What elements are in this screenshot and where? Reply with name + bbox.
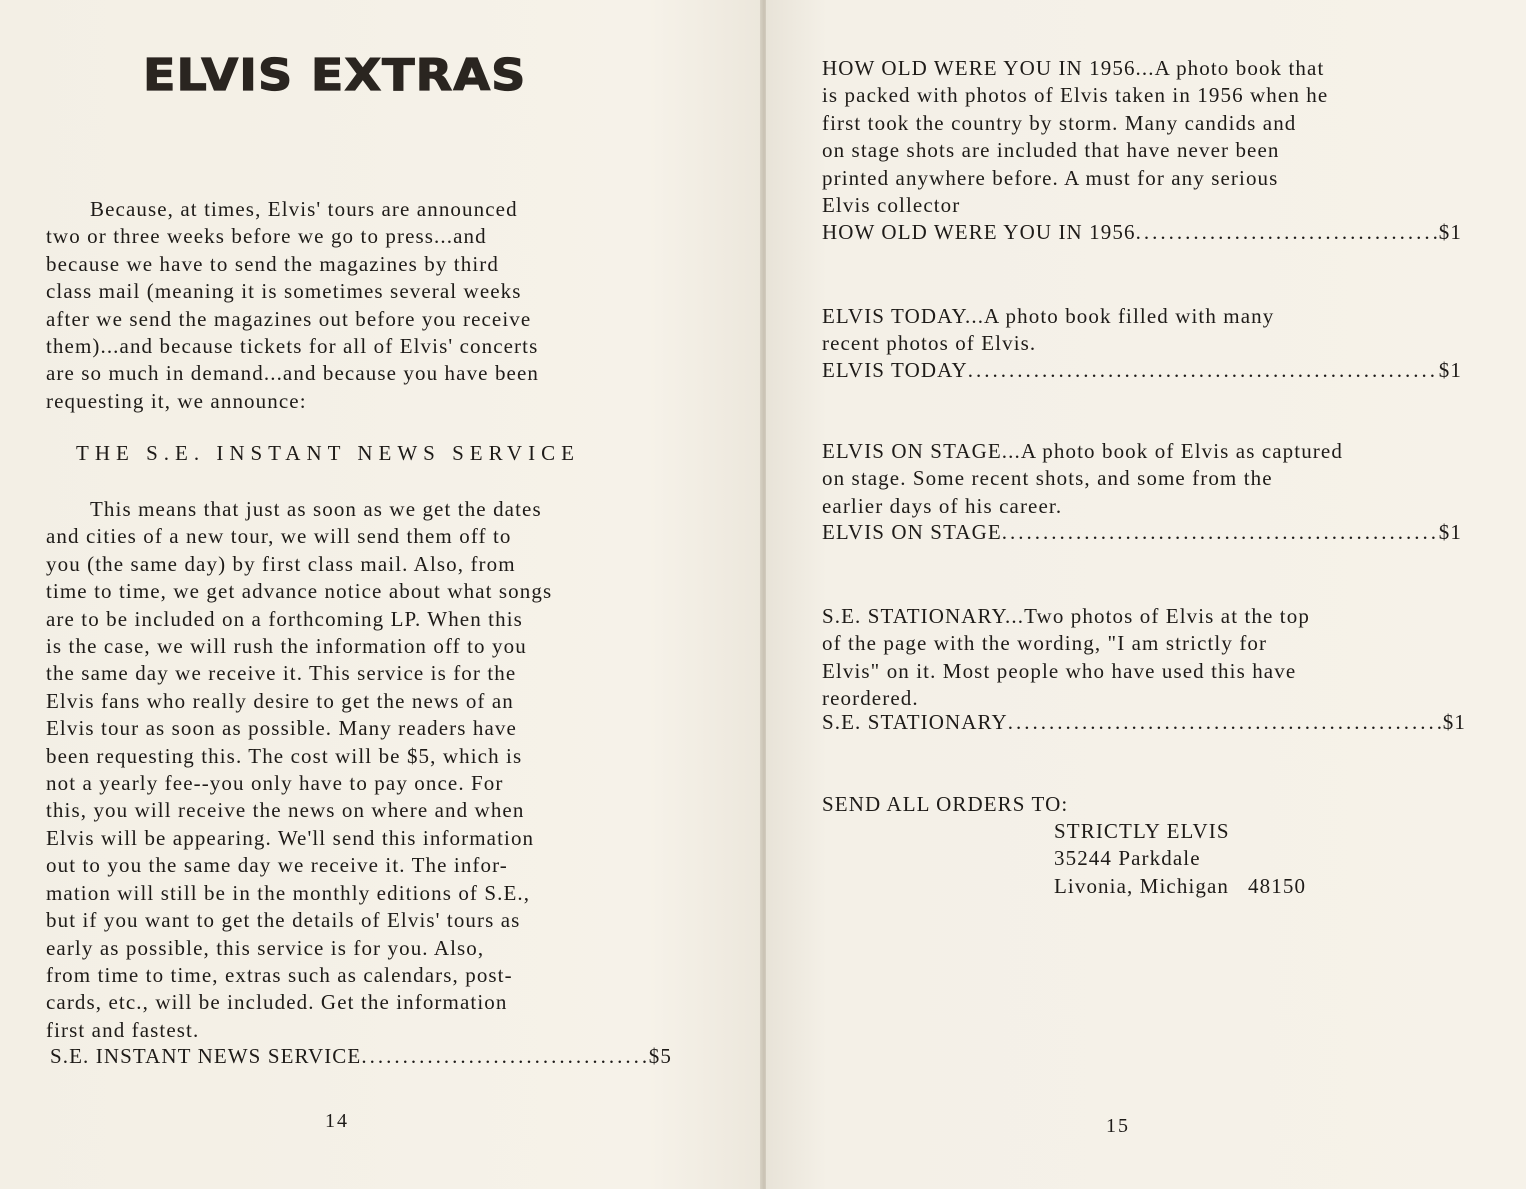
text-line: the same day we receive it. This service is for the [46, 661, 517, 686]
text-line: is the case, we will rush the information off to you [46, 634, 527, 659]
item-name: S.E. INSTANT NEWS SERVICE [50, 1044, 362, 1068]
intro-paragraph [46, 196, 696, 415]
text-line: Elvis tour as soon as possible. Many readers have [46, 716, 517, 741]
text-line: first took the country by storm. Many candids and [822, 110, 1297, 135]
text-line: first and fastest. [46, 1017, 200, 1042]
text-line: This means that just as soon as we get the dates [90, 497, 542, 521]
text-line: and cities of a new tour, we will send them off to [46, 524, 512, 549]
text-line: this, you will receive the news on where and when [46, 798, 525, 823]
text-line: but if you want to get the details of Elvis' tours as [46, 908, 521, 933]
leader-dots [1136, 220, 1439, 245]
address-line: 35244 Parkdale [1054, 846, 1201, 871]
text-line: Elvis" on it. Most people who have used this have [822, 658, 1297, 683]
orders-heading: SEND ALL ORDERS TO: [822, 792, 1069, 816]
item-elvis-today [822, 303, 1274, 358]
item-price: $1 [1438, 220, 1462, 244]
text-line: out to you the same day we receive it. The infor- [46, 853, 508, 878]
page-number: 15 [1106, 1115, 1130, 1137]
item-price: $1 [1438, 358, 1462, 382]
text-line: time to time, we get advance notice about what songs [46, 579, 553, 604]
price-line-elvis-on-stage [822, 520, 1462, 545]
text-line: not a yearly fee--you only have to pay once. For [46, 771, 504, 796]
item-price: $1 [1438, 520, 1462, 544]
text-line: ELVIS TODAY...A photo book filled with many [822, 304, 1275, 328]
item-price: $1 [1442, 710, 1466, 734]
text-line: earlier days of his career. [822, 493, 1063, 518]
text-line: after we send the magazines out before you receive [46, 306, 532, 331]
text-line: recent photos of Elvis. [822, 331, 1037, 356]
text-line: mation will still be in the monthly editions of S.E., [46, 880, 531, 905]
item-name: ELVIS ON STAGE [822, 520, 1002, 544]
text-line: printed anywhere before. A must for any serious [822, 165, 1279, 190]
text-line: is packed with photos of Elvis taken in 1956 when he [822, 83, 1329, 108]
text-line: Elvis will be appearing. We'll send this information [46, 825, 535, 850]
text-line: early as possible, this service is for you. Also, [46, 935, 485, 960]
text-line: them)...and because tickets for all of Elvis' concerts [46, 334, 539, 359]
text-line: because we have to send the magazines by third [46, 251, 499, 276]
text-line: reordered. [822, 686, 919, 711]
text-line: from time to time, extras such as calendars, post- [46, 962, 513, 987]
text-line: are so much in demand...and because you have been [46, 361, 539, 386]
text-line: been requesting this. The cost will be $5, which is [46, 743, 523, 768]
page-title: ELVIS EXTRAS [143, 50, 527, 101]
price-line-elvis-today [822, 358, 1462, 383]
text-line: class mail (meaning it is sometimes several weeks [46, 279, 522, 304]
leader-dots [1008, 710, 1443, 735]
text-line: you (the same day) by first class mail. Also, from [46, 551, 516, 576]
item-name: ELVIS TODAY [822, 358, 968, 382]
text-line: Elvis collector [822, 193, 961, 218]
address-line: Livonia, Michigan 48150 [1054, 873, 1307, 898]
text-line: cards, etc., will be included. Get the information [46, 990, 508, 1015]
text-line: of the page with the wording, "I am strictly for [822, 631, 1268, 656]
item-name: S.E. STATIONARY [822, 710, 1008, 734]
price-line-how-old [822, 220, 1462, 245]
text-line: Because, at times, Elvis' tours are announced [90, 197, 518, 221]
price-line-stationary [822, 710, 1466, 735]
text-line: Elvis fans who really desire to get the news of an [46, 688, 514, 713]
text-line: on stage. Some recent shots, and some from the [822, 466, 1273, 491]
mailing-address [1054, 818, 1306, 900]
service-heading: THE S.E. INSTANT NEWS SERVICE [76, 441, 580, 465]
leader-dots [361, 1044, 648, 1069]
text-line: are to be included on a forthcoming LP. When this [46, 606, 523, 631]
address-line: STRICTLY ELVIS [1054, 819, 1230, 843]
service-paragraph [46, 496, 696, 1044]
leader-dots [968, 358, 1439, 383]
price-line-news-service [50, 1044, 672, 1069]
page-number: 14 [325, 1110, 349, 1132]
item-stationary [822, 603, 1310, 713]
item-elvis-on-stage [822, 438, 1343, 520]
leader-dots [1002, 520, 1439, 545]
text-line: requesting it, we announce: [46, 388, 307, 413]
item-price: $5 [648, 1044, 672, 1068]
text-line: on stage shots are included that have never been [822, 138, 1280, 163]
item-how-old [822, 55, 1328, 219]
text-line: two or three weeks before we go to press...and [46, 224, 487, 249]
left-page [0, 0, 762, 1189]
text-line: ELVIS ON STAGE...A photo book of Elvis as captured [822, 439, 1343, 463]
text-line: HOW OLD WERE YOU IN 1956...A photo book that [822, 56, 1325, 80]
text-line: S.E. STATIONARY...Two photos of Elvis at the top [822, 604, 1310, 628]
item-name: HOW OLD WERE YOU IN 1956 [822, 220, 1136, 244]
